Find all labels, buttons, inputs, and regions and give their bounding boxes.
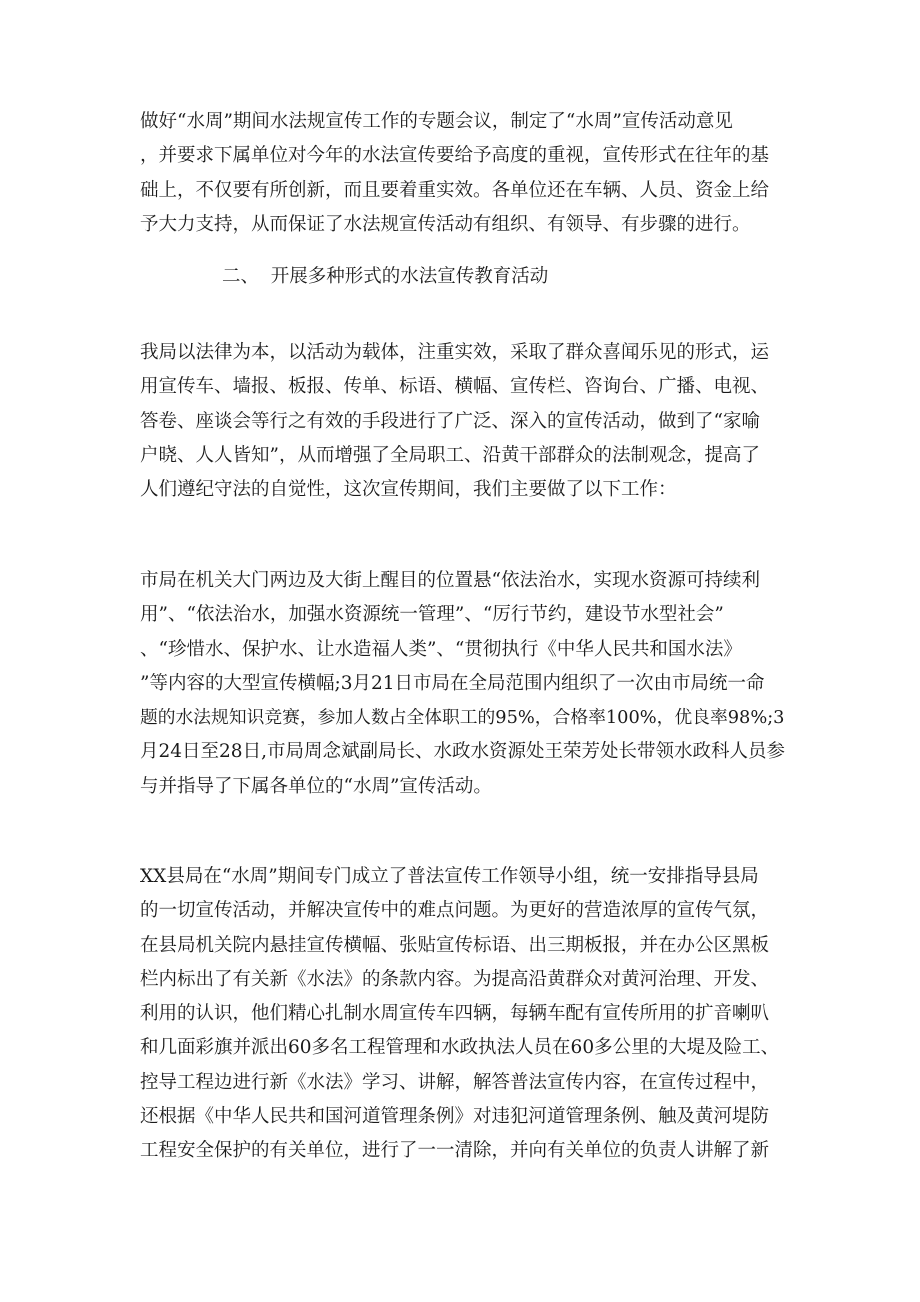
paragraph-line: 、“珍惜水、保护水、让水造福人类”、“贯彻执行《中华人民共和国水法》 — [140, 638, 742, 660]
paragraph-line: 题的水法规知识竞赛，参加人数占全体职工的95%，合格率100%，优良率98%;3 — [140, 707, 785, 729]
paragraph-line: 户晓、人人皆知”，从而增强了全局职工、沿黄干部群众的法制观念，提高了 — [140, 444, 760, 466]
paragraph-line: XX县局在“水周”期间专门成立了普法宣传工作领导小组，统一安排指导县局 — [140, 866, 759, 887]
paragraph-4 — [140, 860, 785, 1169]
paragraph-line: 工程安全保护的有关单位，进行了一一清除，并向有关单位的负责人讲解了新 — [140, 1140, 770, 1162]
paragraph-2 — [140, 336, 785, 507]
paragraph-line: 栏内标出了有关新《水法》的条款内容。为提高沿黄群众对黄河治理、开发、 — [140, 968, 770, 990]
paragraph-line: 在县局机关院内悬挂宣传横幅、张贴宣传标语、出三期板报，并在办公区黑板 — [140, 934, 770, 956]
paragraph-line: ，并要求下属单位对今年的水法宣传要给予高度的重视，宣传形式在往年的基 — [140, 145, 770, 167]
paragraph-line: 础上，不仅要有所创新，而且要着重实效。各单位还在车辆、人员、资金上给 — [140, 179, 770, 201]
paragraph-line: 用”、“依法治水，加强水资源统一管理”、“厉行节约，建设节水型社会” — [140, 604, 724, 626]
paragraph-line: ”等内容的大型宣传横幅;3月21日市局在全局范围内组织了一次由市局统一命 — [140, 672, 765, 694]
paragraph-line: 和几面彩旗并派出60多名工程管理和水政执法人员在60多公里的大堤及险工、 — [140, 1037, 780, 1059]
paragraph-line: 做好“水周”期间水法规宣传工作的专题会议，制定了“水周”宣传活动意见 — [140, 111, 733, 132]
paragraph-line: 的一切宣传活动，并解决宣传中的难点问题。为更好的营造浓厚的宣传气氛， — [140, 900, 770, 922]
paragraph-line: 答卷、座谈会等行之有效的手段进行了广泛、深入的宣传活动，做到了“家喻 — [140, 410, 760, 432]
paragraph-line: 予大力支持，从而保证了水法规宣传活动有组织、有领导、有步骤的进行。 — [140, 213, 751, 235]
paragraph-line: 控导工程边进行新《水法》学习、讲解，解答普法宣传内容，在宣传过程中， — [140, 1071, 770, 1093]
paragraph-line: 我局以法律为本，以活动为载体，注重实效，采取了群众喜闻乐见的形式，运 — [140, 342, 770, 363]
paragraph-line: 市局在机关大门两边及大街上醒目的位置悬“依法治水，实现水资源可持续利 — [140, 570, 760, 591]
paragraph-1 — [140, 105, 785, 242]
paragraph-line: 人们遵纪守法的自觉性，这次宣传期间，我们主要做了以下工作： — [140, 479, 677, 501]
paragraph-3 — [140, 564, 785, 804]
paragraph-line: 还根据《中华人民共和国河道管理条例》对违犯河道管理条例、触及黄河堤防 — [140, 1106, 770, 1128]
paragraph-line: 利用的认识，他们精心扎制水周宣传车四辆，每辆车配有宣传所用的扩音喇叭 — [140, 1003, 770, 1025]
section-heading: 二、 开展多种形式的水法宣传教育活动 — [222, 266, 549, 287]
paragraph-line: 与并指导了下属各单位的“水周”宣传活动。 — [140, 775, 492, 797]
paragraph-line: 用宣传车、墙报、板报、传单、标语、横幅、宣传栏、咨询台、广播、电视、 — [140, 376, 770, 398]
paragraph-line: 月24日至28日,市局周念斌副局长、水政水资源处王荣芳处长带领水政科人员参 — [140, 741, 785, 763]
